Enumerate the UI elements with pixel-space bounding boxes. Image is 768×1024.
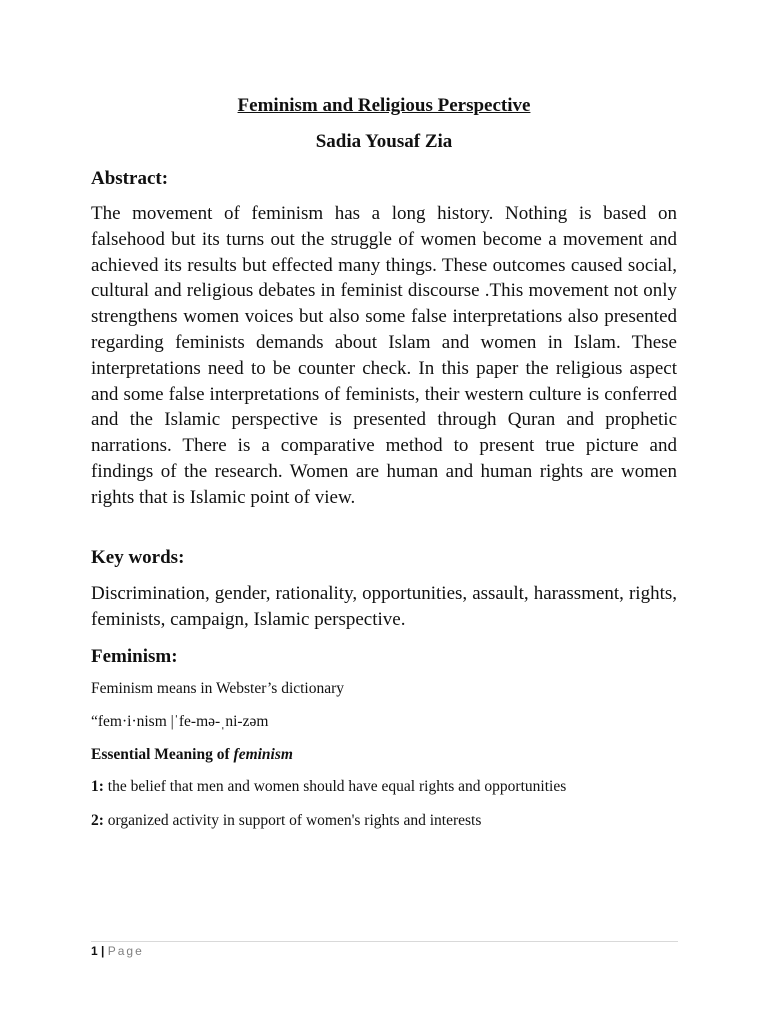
feminism-heading: Feminism: xyxy=(91,646,178,667)
definition-item xyxy=(91,811,691,831)
definition-text: organized activity in support of women's rights and interests xyxy=(103,812,482,829)
document-title: Feminism and Religious Perspective xyxy=(237,95,531,116)
essential-meaning-term: feminism xyxy=(233,746,293,763)
abstract-paragraph: The movement of feminism has a long history. Nothing is based on falsehood but its turns out the struggle of women become a movement and achieved its results but effected many things. These outcomes caused social, cultural and religious debates in feminist discourse .This movement not only strengthens women voices but also some false interpretations also presented regarding feminists demands about Islam and women in Islam. These interpretations need to be counter check. In this paper the religious aspect and some false interpretations of feminists, their western culture is conferred and the Islamic perspective is presented through Quran and prophetic narrations. There is a comparative method to present true picture and findings of the research. Women are human and human rights are women rights that is Islamic point of view. xyxy=(91,203,677,508)
essential-meaning-label: Essential Meaning of xyxy=(91,746,234,763)
definition-item xyxy=(91,777,691,797)
author-name: Sadia Yousaf Zia xyxy=(315,131,453,152)
page-footer xyxy=(91,943,144,959)
page-label: Page xyxy=(107,944,144,958)
keywords-paragraph: Discrimination, gender, rationality, opportunities, assault, harassment, rights, feminists, campaign, Islamic perspective. xyxy=(91,583,677,630)
abstract-heading: Abstract: xyxy=(91,168,169,189)
essential-meaning-line xyxy=(91,745,691,765)
definition-intro: Feminism means in Webster’s dictionary xyxy=(91,680,345,697)
keywords-heading: Key words: xyxy=(91,547,185,568)
definition-number: 2: xyxy=(91,812,104,829)
footer-divider xyxy=(91,941,678,942)
definition-number: 1: xyxy=(91,778,104,795)
page-number: 1 xyxy=(91,944,98,958)
definition-text: the belief that men and women should have equal rights and opportunities xyxy=(103,778,567,795)
pronunciation: “fem·i·nism |ˈfe-mə-ˌni-zəm xyxy=(91,713,269,730)
page-separator: | xyxy=(97,944,108,958)
